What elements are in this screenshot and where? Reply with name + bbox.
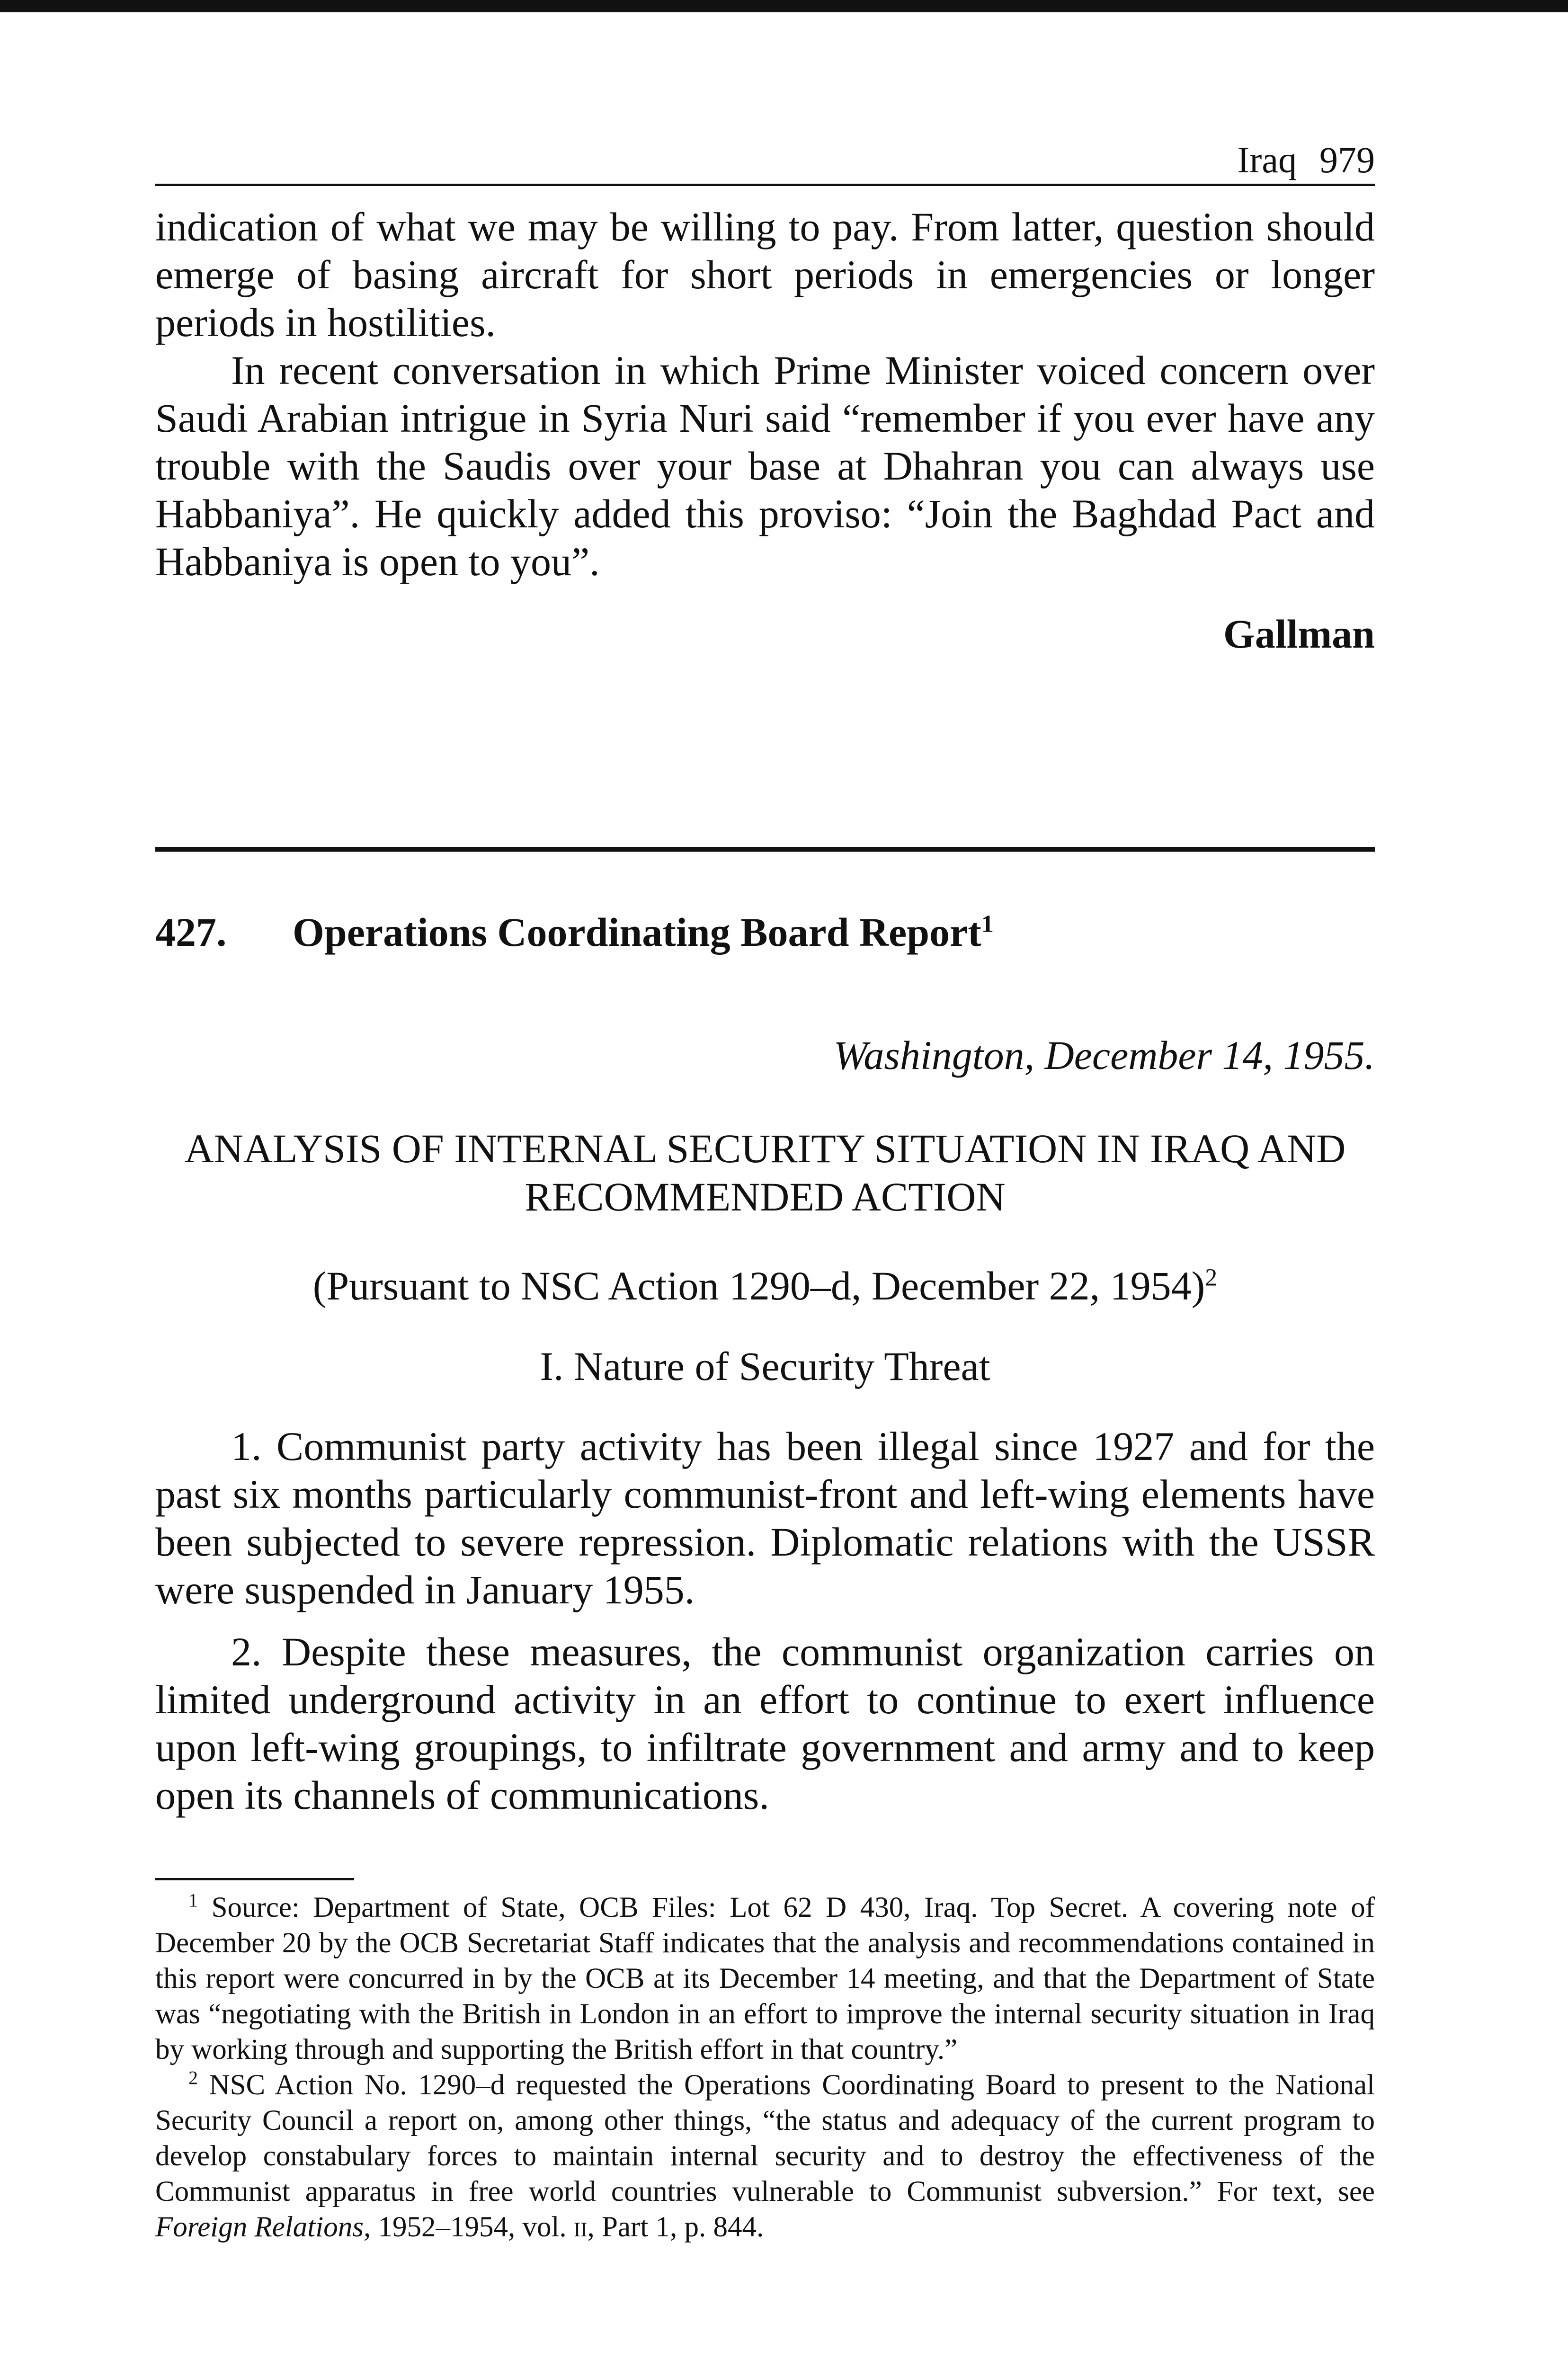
- continuation-paragraph: In recent conversation in which Prime Minister voiced concern over Saudi Arabian intrigue in Syria Nuri said “remember if you ever have any trouble with the Saudis over your base at Dhahran you can always use Habbaniya”. He quickly added this proviso: “Join the Baghdad Pact and Habbaniya is open to you”.: [155, 347, 1375, 584]
- footnote-text: 1952–1954, vol.: [378, 2211, 567, 2243]
- running-head: [155, 137, 1375, 186]
- footnote-volume: ii: [573, 2211, 588, 2243]
- running-head-title: Iraq: [1237, 139, 1297, 180]
- document-title: [293, 908, 994, 956]
- footnote-marker: 1: [188, 1889, 198, 1911]
- top-border: [0, 0, 1568, 12]
- page: [155, 137, 1375, 2245]
- continuation-paragraph: indication of what we may be willing to pay. From latter, question should emerge of basing aircraft for short periods in emergencies or longer periods in hostilities.: [155, 204, 1375, 345]
- document-number: 427.: [155, 909, 227, 955]
- footnote-rule: [155, 1878, 354, 1880]
- document-separator: [155, 847, 1375, 852]
- signature: Gallman: [1223, 611, 1375, 657]
- footnote-1: [155, 1890, 1375, 2067]
- footnote-marker: 2: [188, 2067, 198, 2089]
- body-paragraph: 2. Despite these measures, the communist organization carries on limited underground activity in an effort to continue to exert influence upon left-wing groupings, to infiltrate government and army and to keep open its channels of communications.: [155, 1629, 1375, 1818]
- footnote-text: Source: Department of State, OCB Files: Lot 62 D 430, Iraq. Top Secret. A covering note of December 20 by the OCB Secretariat Staff indicates that the analysis and recommendations contained in this report were concurred in by the OCB at its December 14 meeting, and that the Department of State was “negotiating with the British in London in an effort to improve the internal security situation in Iraq by working through and supporting the British effort in that country.”: [155, 1892, 1375, 2065]
- pursuant-text: (Pursuant to NSC Action 1290–d, December 22, 1954): [312, 1263, 1205, 1308]
- footnote-text: , Part 1, p. 844.: [587, 2211, 764, 2243]
- footnote-text: NSC Action No. 1290–d requested the Operations Coordinating Board to present to the National Security Council a report on, among other things, “the status and adequacy of the current program to develop constabulary forces to maintain internal security and to destroy the effectiveness of the Communist apparatus in free world countries vulnerable to Communist subversion.” For text, see: [155, 2069, 1375, 2207]
- footnote-ref: 1: [981, 910, 994, 938]
- place-date: Washington, December 14, 1955.: [833, 1032, 1375, 1078]
- page-number: 979: [1319, 139, 1375, 180]
- section-title: I. Nature of Security Threat: [540, 1344, 990, 1389]
- document-title-text: Operations Coordinating Board Report: [293, 909, 981, 955]
- body-paragraph: 1. Communist party activity has been illegal since 1927 and for the past six months particularly communist-front and left-wing elements have been subjected to severe repression. Diplomatic relations with the USSR were suspended in January 1955.: [155, 1424, 1375, 1612]
- report-title: ANALYSIS OF INTERNAL SECURITY SITUATION IN IRAQ AND RECOMMENDED ACTION: [184, 1126, 1346, 1219]
- footnote-ref: 2: [1205, 1264, 1218, 1291]
- footnote-citation-title: Foreign Relations,: [155, 2211, 371, 2243]
- footnote-2: [155, 2067, 1375, 2245]
- document-heading: [155, 908, 1375, 956]
- pursuant-line: [155, 1262, 1375, 1310]
